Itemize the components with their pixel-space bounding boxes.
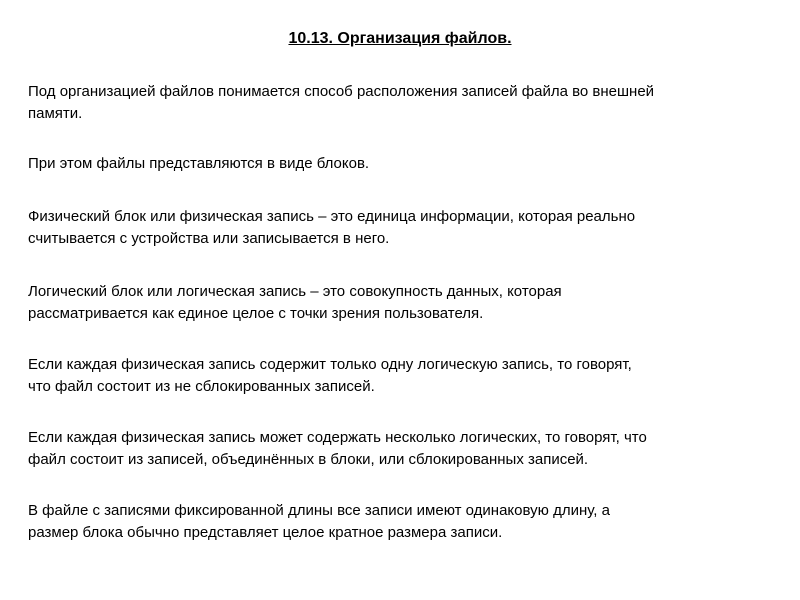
paragraph-line: При этом файлы представляются в виде блоков. xyxy=(28,155,370,172)
paragraph-blocks xyxy=(28,153,780,175)
paragraph-blocked-records xyxy=(28,427,780,471)
paragraph-line: размер блока обычно представляет целое кратное размера записи. xyxy=(28,524,503,541)
paragraph-line: файл состоит из записей, объединённых в блоки, или сблокированных записей. xyxy=(28,451,589,468)
page-title: 10.13. Организация файлов. xyxy=(288,30,512,47)
paragraph-unblocked-records xyxy=(28,354,780,398)
paragraph-line: Если каждая физическая запись содержит только одну логическую запись, то говорят, xyxy=(28,356,632,373)
paragraph-line: памяти. xyxy=(28,105,83,122)
paragraph-line: рассматривается как единое целое с точки зрения пользователя. xyxy=(28,305,484,322)
paragraph-line: В файле с записями фиксированной длины все записи имеют одинаковую длину, а xyxy=(28,502,610,519)
paragraph-line: что файл состоит из не сблокированных записей. xyxy=(28,378,375,395)
paragraph-line: считывается с устройства или записывается в него. xyxy=(28,230,390,247)
paragraph-logical-block xyxy=(28,281,780,325)
paragraph-line: Под организацией файлов понимается способ расположения записей файла во внешней xyxy=(28,83,655,100)
paragraph-physical-block xyxy=(28,206,780,250)
paragraph-fixed-length-records xyxy=(28,500,780,544)
paragraph-file-organization-definition xyxy=(28,81,780,125)
paragraph-line: Логический блок или логическая запись – это совокупность данных, которая xyxy=(28,283,562,300)
paragraph-line: Если каждая физическая запись может содержать несколько логических, то говорят, что xyxy=(28,429,647,446)
paragraph-line: Физический блок или физическая запись – это единица информации, которая реально xyxy=(28,208,636,225)
